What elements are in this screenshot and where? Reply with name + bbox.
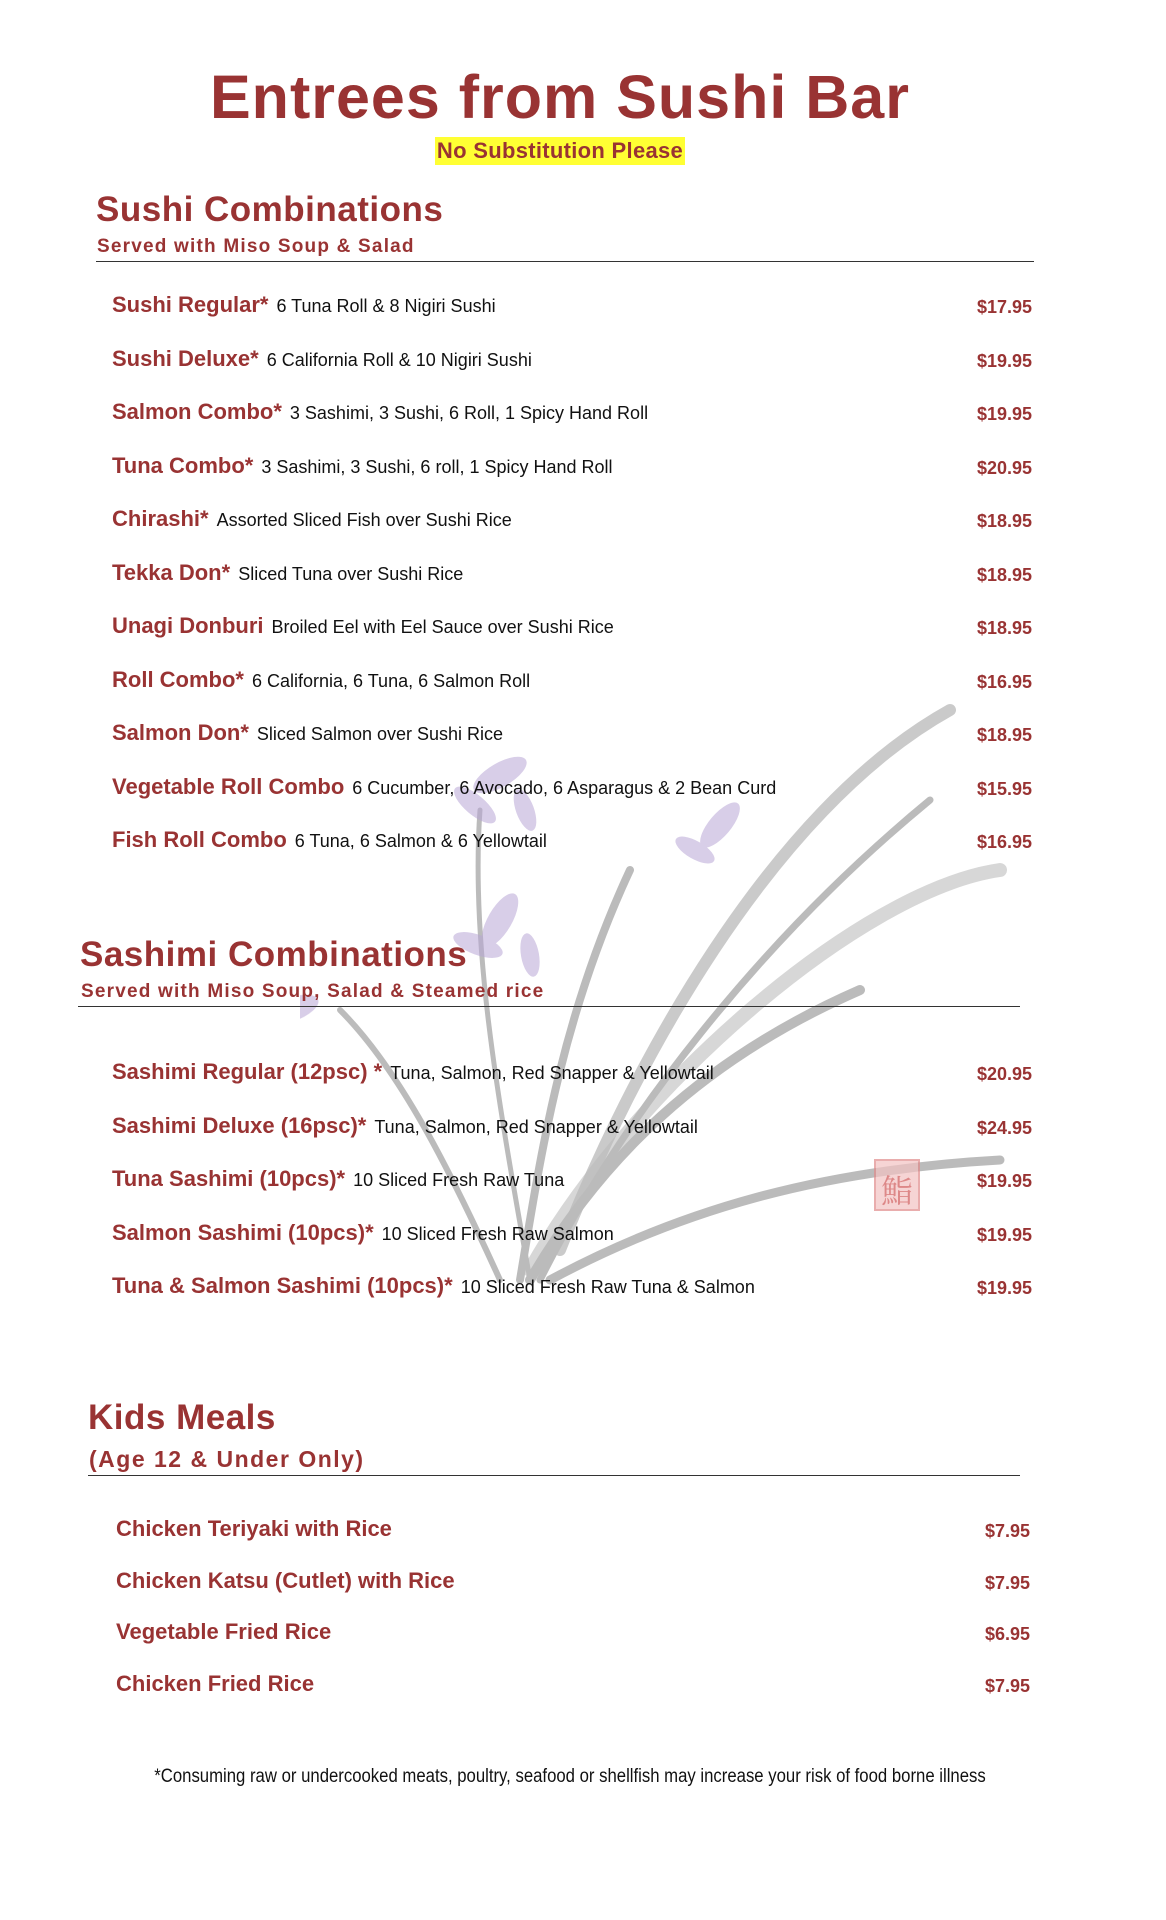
- section-subtitle: Served with Miso Soup & Salad: [97, 236, 415, 257]
- section-title: Sashimi Combinations: [80, 935, 468, 974]
- menu-item-name: Sushi Regular*: [112, 292, 269, 317]
- section-divider: [88, 1475, 1020, 1476]
- menu-item-description: 6 Cucumber, 6 Avocado, 6 Asparagus & 2 Bean Curd: [352, 777, 777, 798]
- menu-item-price: $7.95: [984, 1675, 1030, 1696]
- section-divider: [96, 261, 1034, 262]
- menu-item-name: Tuna & Salmon Sashimi (10pcs)*: [112, 1273, 453, 1298]
- menu-item: [112, 1113, 1032, 1147]
- menu-item: [112, 1166, 1032, 1200]
- menu-item-price: $19.95: [976, 1171, 1032, 1191]
- menu-item-description: Assorted Sliced Fish over Sushi Rice: [216, 510, 512, 530]
- menu-item-description: 6 Tuna Roll & 8 Nigiri Sushi: [276, 296, 496, 316]
- menu-item-name: Chicken Fried Rice: [116, 1670, 315, 1696]
- menu-item-description: 6 California, 6 Tuna, 6 Salmon Roll: [252, 670, 531, 691]
- section-title: Sushi Combinations: [96, 190, 444, 229]
- menu-item-name: Fish Roll Combo: [112, 827, 287, 852]
- menu-item-price: $17.95: [976, 297, 1032, 317]
- menu-item: [112, 560, 1032, 594]
- menu-item-price: $24.95: [976, 1117, 1032, 1138]
- menu-item: [112, 1059, 1032, 1093]
- menu-item-price: $16.95: [976, 832, 1032, 852]
- sashimi-section-header: [80, 937, 544, 1001]
- menu-item: [112, 399, 1032, 433]
- menu-item-description: 6 Tuna, 6 Salmon & 6 Yellowtail: [294, 831, 547, 851]
- menu-item-description: 3 Sashimi, 3 Sushi, 6 roll, 1 Spicy Hand Roll: [261, 456, 613, 477]
- menu-item-description: Tuna, Salmon, Red Snapper & Yellowtail: [390, 1063, 714, 1083]
- menu-item-name: Salmon Sashimi (10pcs)*: [112, 1219, 374, 1245]
- menu-item-price: $7.95: [984, 1521, 1030, 1541]
- menu-item-description: Sliced Salmon over Sushi Rice: [256, 724, 504, 744]
- menu-item-price: $16.95: [976, 671, 1032, 692]
- section-divider: [78, 1006, 1020, 1007]
- menu-item-description: 10 Sliced Fresh Raw Salmon: [381, 1223, 614, 1244]
- menu-item: [112, 613, 1032, 647]
- menu-item-name: Tekka Don*: [112, 559, 231, 585]
- menu-item-description: 6 California Roll & 10 Nigiri Sushi: [266, 349, 532, 370]
- menu-item: [112, 720, 1032, 754]
- menu-item-description: 10 Sliced Fresh Raw Tuna & Salmon: [460, 1277, 755, 1297]
- menu-item-name: Vegetable Roll Combo: [112, 773, 345, 799]
- menu-item-price: $19.95: [976, 350, 1032, 371]
- menu-item-price: $20.95: [976, 1064, 1032, 1084]
- menu-item-description: 3 Sashimi, 3 Sushi, 6 Roll, 1 Spicy Hand Roll: [289, 403, 649, 423]
- menu-item: [116, 1671, 1030, 1705]
- section-subtitle: Served with Miso Soup, Salad & Steamed rice: [81, 981, 545, 1002]
- menu-item-description: 10 Sliced Fresh Raw Tuna: [353, 1170, 565, 1190]
- menu-item-name: Sushi Deluxe*: [112, 345, 259, 371]
- menu-item: [112, 346, 1032, 380]
- menu-item-price: $19.95: [976, 1278, 1032, 1298]
- menu-item-price: $19.95: [976, 1224, 1032, 1245]
- menu-item: [116, 1568, 1030, 1602]
- menu-item-price: $7.95: [984, 1572, 1030, 1593]
- menu-item-price: $19.95: [976, 404, 1032, 424]
- menu-item-price: $18.95: [976, 725, 1032, 745]
- menu-item-name: Tuna Combo*: [112, 452, 254, 478]
- red-seal-stamp-text: 鮨: [880, 1172, 913, 1210]
- menu-item-price: $18.95: [976, 511, 1032, 531]
- menu-item-name: Chirashi*: [112, 506, 209, 531]
- section-title: Kids Meals: [88, 1398, 276, 1437]
- menu-item: [112, 506, 1032, 540]
- sushi-section-header: [96, 192, 443, 256]
- menu-item-name: Chicken Katsu (Cutlet) with Rice: [116, 1567, 455, 1593]
- menu-item: [112, 292, 1032, 326]
- menu-item: [112, 667, 1032, 701]
- menu-item-name: Tuna Sashimi (10pcs)*: [112, 1166, 346, 1191]
- menu-item-name: Chicken Teriyaki with Rice: [116, 1516, 392, 1541]
- menu-item: [112, 774, 1032, 808]
- kids-section-header: [88, 1400, 365, 1471]
- menu-item-name: Sashimi Regular (12psc) *: [112, 1059, 383, 1084]
- menu-item: [116, 1619, 1030, 1653]
- menu-item-description: Tuna, Salmon, Red Snapper & Yellowtail: [374, 1116, 698, 1137]
- menu-item-price: $6.95: [984, 1624, 1030, 1644]
- menu-item-price: $20.95: [976, 457, 1032, 478]
- menu-item-price: $15.95: [976, 778, 1032, 799]
- footnote: *Consuming raw or undercooked meats, poultry, seafood or shellfish may increase your risk of food borne illness: [154, 1766, 986, 1787]
- menu-item-name: Salmon Don*: [112, 720, 249, 745]
- page-title: Entrees from Sushi Bar: [210, 63, 910, 131]
- menu-item: [112, 453, 1032, 487]
- menu-item: [112, 1273, 1032, 1307]
- menu-item-name: Salmon Combo*: [112, 399, 282, 424]
- menu-item-name: Unagi Donburi: [112, 613, 264, 638]
- menu-item: [116, 1516, 1030, 1550]
- menu-item-name: Sashimi Deluxe (16psc)*: [112, 1112, 367, 1138]
- menu-item: [112, 827, 1032, 861]
- menu-item-description: Sliced Tuna over Sushi Rice: [238, 563, 464, 584]
- menu-item-price: $18.95: [976, 618, 1032, 638]
- menu-item-description: Broiled Eel with Eel Sauce over Sushi Rice: [271, 617, 614, 637]
- menu-item-name: Roll Combo*: [112, 666, 244, 692]
- section-subtitle: (Age 12 & Under Only): [89, 1446, 365, 1472]
- no-substitution-notice: No Substitution Please: [436, 138, 684, 163]
- menu-item-name: Vegetable Fried Rice: [116, 1619, 332, 1644]
- menu-item-price: $18.95: [976, 564, 1032, 585]
- menu-item: [112, 1220, 1032, 1254]
